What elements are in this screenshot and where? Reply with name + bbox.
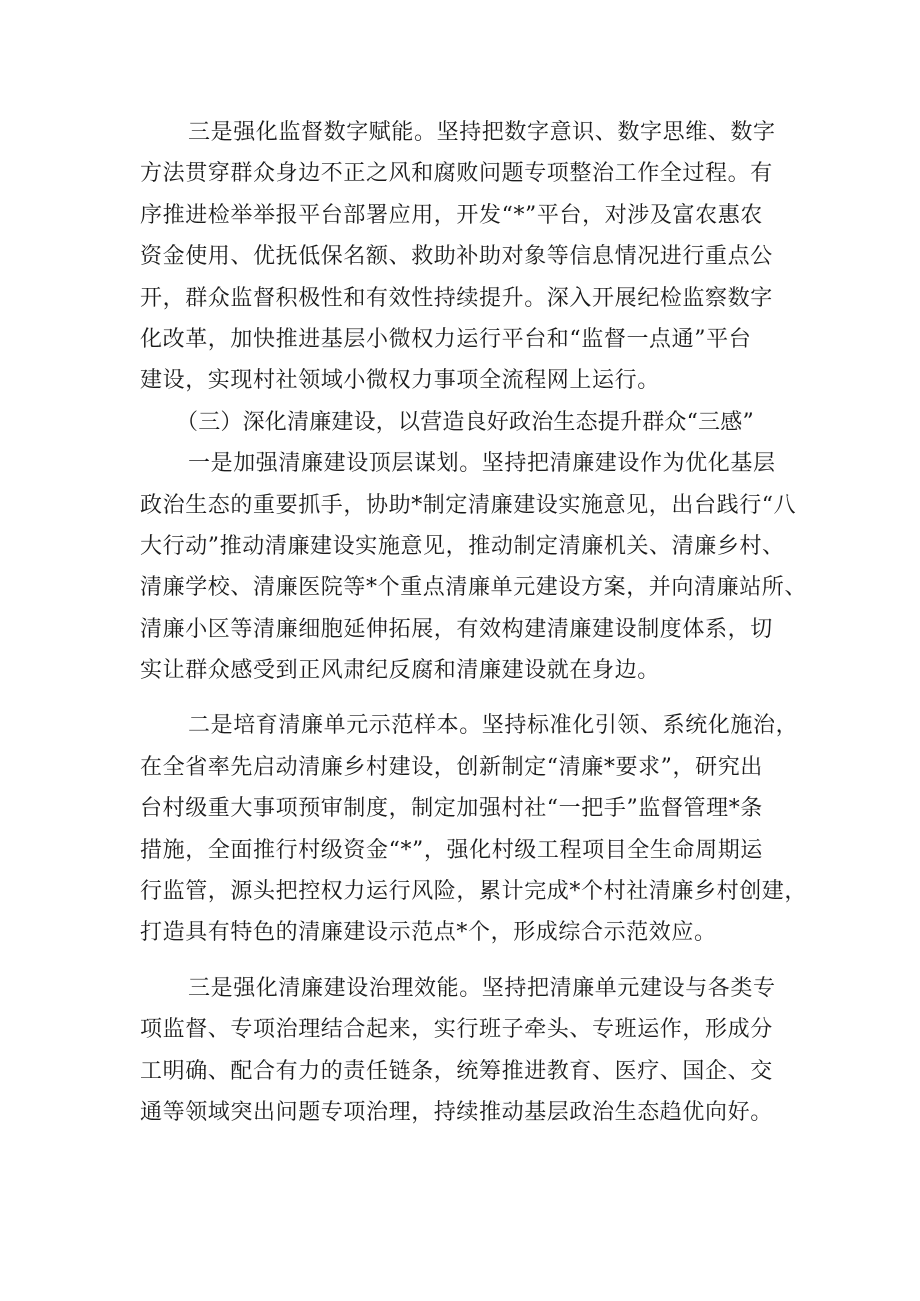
- text-line: 打造具有特色的清廉建设示范点*个，形成综合示范效应。: [140, 920, 717, 946]
- text-line: 三是强化监督数字赋能。坚持把数字意识、数字思维、数字: [188, 120, 776, 145]
- text-line: 方法贯穿群众身边不正之风和腐败问题专项整治工作全过程。有: [140, 161, 773, 187]
- text-line: 行监管，源头把控权力运行风险，累计完成*个村社清廉乡村创建，: [140, 879, 808, 905]
- text-line: 工明确、配合有力的责任链条，统筹推进教育、医疗、国企、交: [140, 1058, 773, 1084]
- paragraph-governance-efficiency: [140, 968, 790, 1134]
- text-line: 清廉小区等清廉细胞延伸拓展，有效构建清廉建设制度体系，切: [140, 616, 773, 642]
- text-line: 实让群众感受到正风肃纪反腐和清廉建设就在身边。: [140, 658, 660, 684]
- text-line: 三是强化清廉建设治理效能。坚持把清廉单元建设与各类专: [188, 975, 776, 1001]
- text-line: 通等领域突出问题专项治理，持续推动基层政治生态趋优向好。: [140, 1099, 773, 1125]
- section-heading: [140, 402, 790, 443]
- document-page: [140, 112, 808, 1133]
- text-line: 二是培育清廉单元示范样本。坚持标准化引领、系统化施治，: [188, 713, 799, 739]
- paragraph-gap: [140, 954, 790, 968]
- text-line: 一是加强清廉建设顶层谋划。坚持把清廉建设作为优化基层: [188, 451, 776, 477]
- text-line: 台村级重大事项预审制度，制定加强村社“一把手”监督管理*条: [140, 796, 763, 822]
- paragraph-top-level-planning: [140, 443, 808, 691]
- section-heading-text: （三）深化清廉建设，以营造良好政治生态提升群众“三感”: [176, 409, 754, 435]
- text-line: 化改革，加快推进基层小微权力运行平台和“监督一点通”平台: [140, 326, 752, 352]
- text-line: 措施，全面推行村级资金“*”，强化村级工程项目全生命周期运: [140, 837, 763, 863]
- text-line: 在全省率先启动清廉乡村建设，创新制定“清廉*要求”，研究出: [140, 754, 763, 780]
- text-line: 资金使用、优抚低保名额、救助补助对象等信息情况进行重点公: [140, 244, 773, 270]
- text-line: 建设，实现村社领域小微权力事项全流程网上运行。: [140, 368, 660, 394]
- text-line: 大行动”推动清廉建设实施意见，推动制定清廉机关、清廉乡村、: [140, 533, 785, 559]
- text-line: 清廉学校、清廉医院等*个重点清廉单元建设方案，并向清廉站所、: [140, 575, 808, 601]
- paragraph-gap: [140, 691, 790, 705]
- paragraph-digital-supervision: [140, 112, 790, 402]
- text-line: 项监督、专项治理结合起来，实行班子牵头、专班运作，形成分: [140, 1017, 773, 1043]
- paragraph-demonstration-samples: [140, 705, 808, 953]
- text-line: 政治生态的重要抓手，协助*制定清廉建设实施意见，出台践行“八: [140, 492, 797, 518]
- text-line: 开，群众监督积极性和有效性持续提升。深入开展纪检监察数字: [140, 285, 773, 311]
- text-line: 序推进检举举报平台部署应用，开发“*”平台，对涉及富农惠农: [140, 202, 763, 228]
